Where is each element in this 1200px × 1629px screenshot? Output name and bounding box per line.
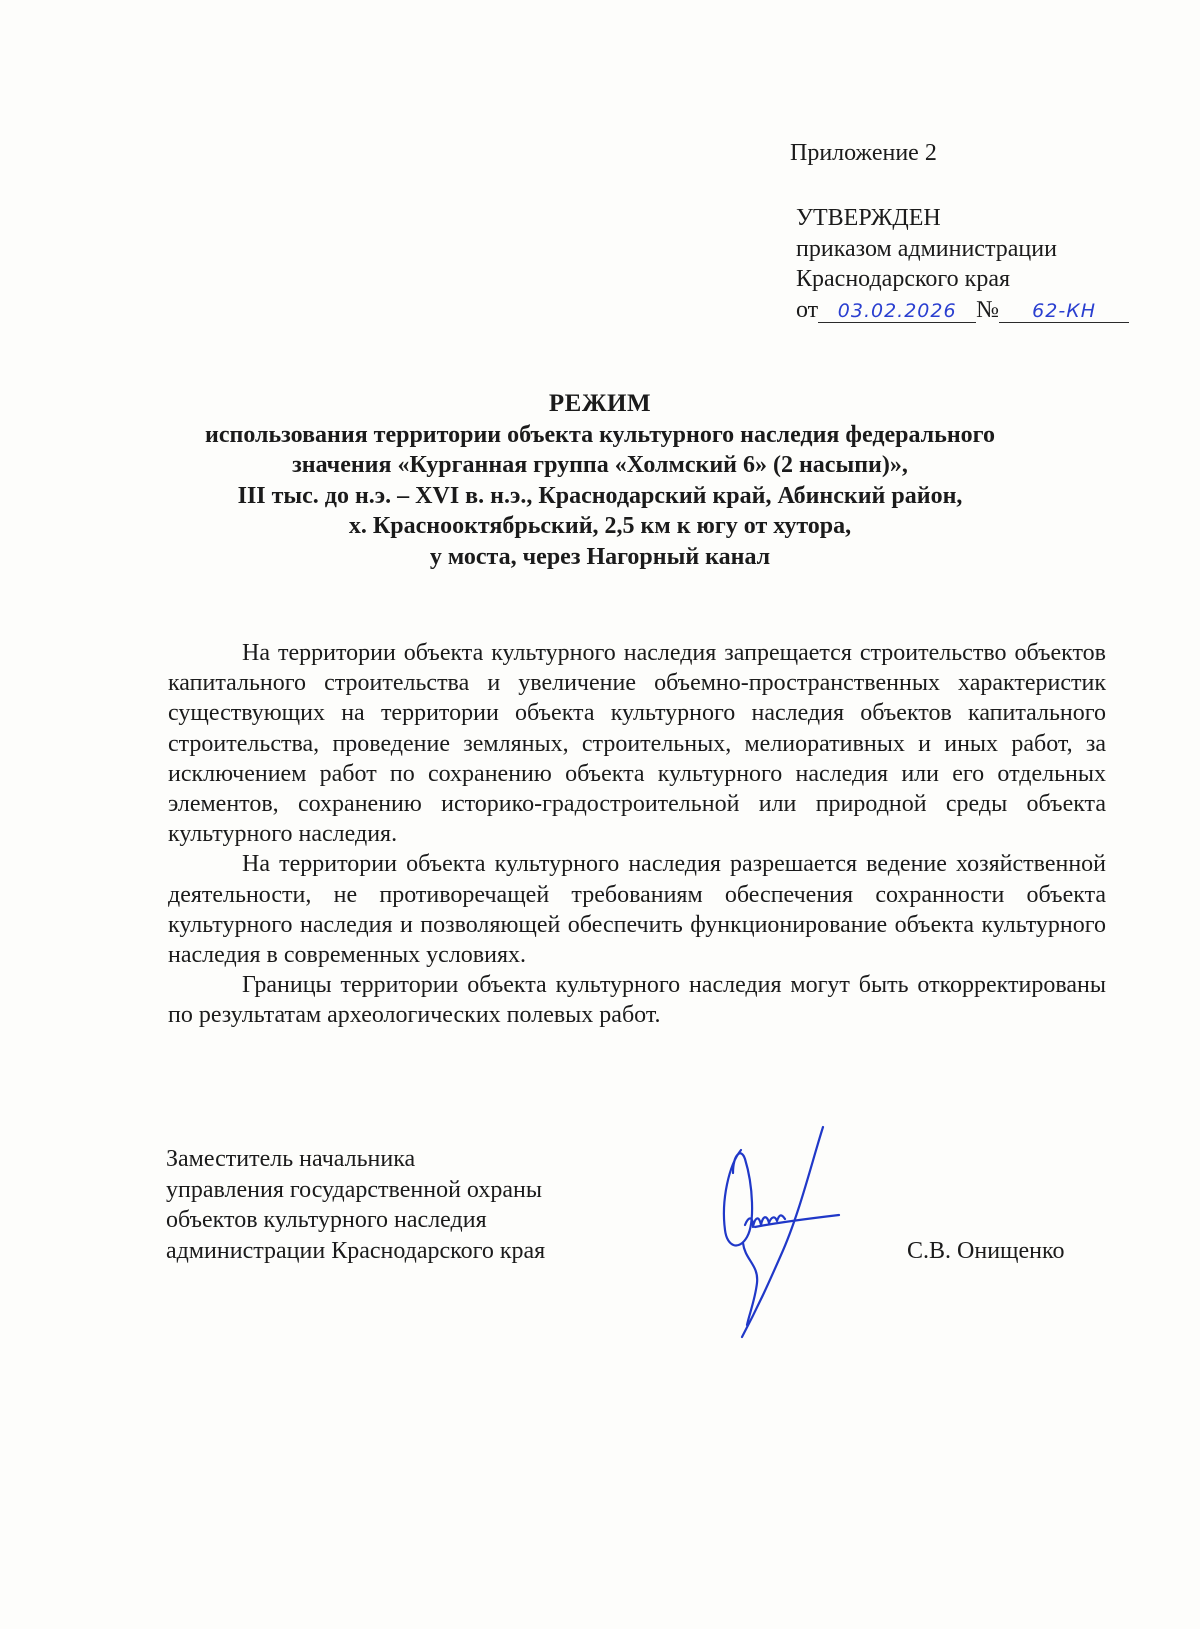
position-line-2: управления государственной охраны [166, 1176, 542, 1203]
title-line-1: использования территории объекта культурного наследия федерального [205, 421, 995, 448]
date-number-line [796, 295, 1129, 326]
title-line-3: III тыс. до н.э. – XVI в. н.э., Краснодарский край, Абинский район, [237, 482, 963, 509]
approval-block [796, 203, 1129, 325]
handwritten-signature [715, 1125, 845, 1345]
approved-line-1: приказом администрации [796, 235, 1057, 262]
date-prefix: от [796, 296, 819, 323]
position-line-3: объектов культурного наследия [166, 1207, 487, 1233]
number-prefix: № [976, 296, 1000, 323]
position-line-1: Заместитель начальника [166, 1146, 416, 1172]
paragraph-3: Границы территории объекта культурного наследия могут быть откорректированы по результатам археологических полевых работ. [168, 972, 1106, 1029]
paragraph-1: На территории объекта культурного наследия запрещается строительство объектов капитального строительства и увеличение объемно-пространственных характеристик существующих на территории объекта культурного наследия объектов капитального строительства, проведение земляных, строительных, мелиоративных и иных работ, за исключением работ по сохранению объекта культурного наследия или его отдельных элементов, сохранению историко-градостроительной или природной среды объекта культурного наследия. [168, 640, 1106, 848]
signatory-position [166, 1144, 545, 1266]
paragraph-2: На территории объекта культурного наследия разрешается ведение хозяйственной деятельности, не противоречащей требованиям обеспечения сохранности объекта культурного наследия и позволяющей обеспечить функционирование объекта культурного наследия в современных условиях. [168, 851, 1106, 969]
title-line-2: значения «Курганная группа «Холмский 6» (2 насыпи)», [292, 452, 908, 478]
approved-line-2: Краснодарского края [796, 266, 1011, 292]
title-line-4: х. Краснооктябрьский, 2,5 км к югу от хутора, [348, 513, 852, 539]
appendix-label: Приложение 2 [790, 140, 937, 166]
title-line-5: у моста, через Нагорный канал [429, 543, 771, 570]
handwritten-number: 62-КН [999, 300, 1129, 323]
handwritten-date: 03.02.2026 [818, 300, 976, 323]
title-main: РЕЖИМ [548, 390, 652, 417]
position-line-4: администрации Краснодарского края [166, 1237, 546, 1264]
document-title [120, 389, 1080, 572]
title-subtitle [120, 420, 1080, 573]
body-text [168, 638, 1106, 1031]
approved-title: УТВЕРЖДЕН [796, 205, 941, 231]
signatory-name: С.В. Онищенко [907, 1238, 1065, 1264]
